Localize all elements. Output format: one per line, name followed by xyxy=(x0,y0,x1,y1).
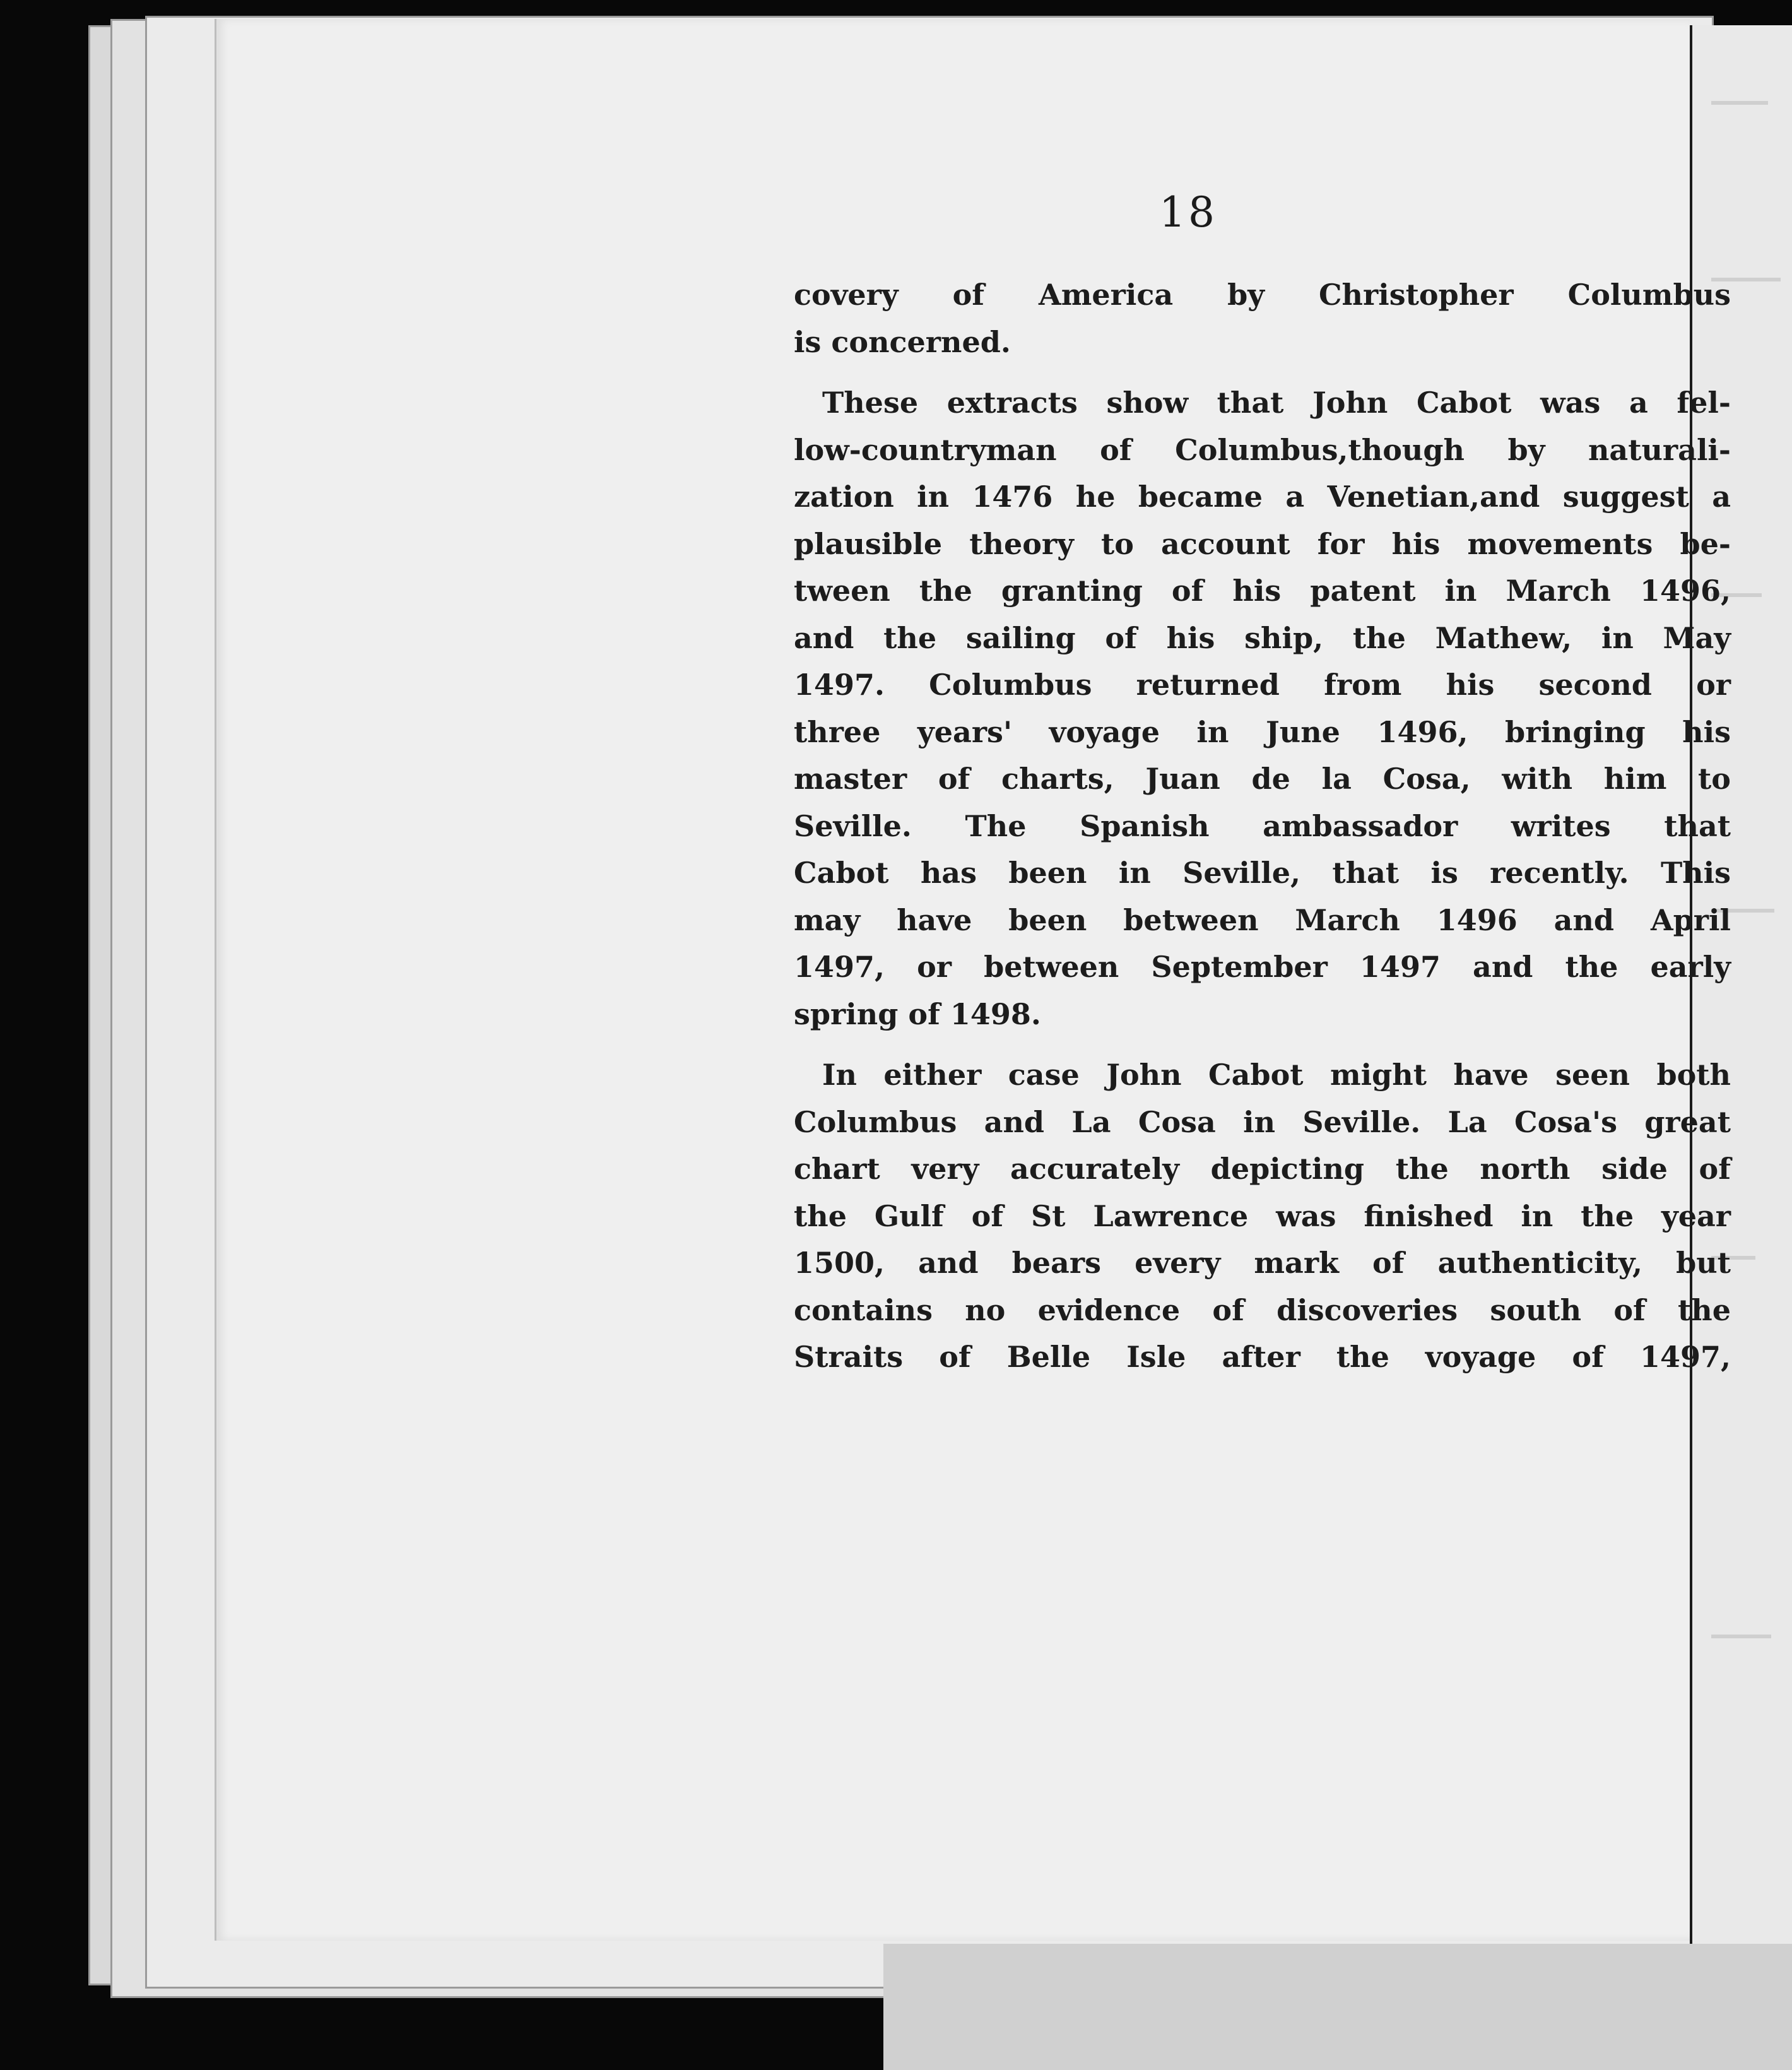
body-text xyxy=(794,271,1731,1381)
paragraph xyxy=(794,379,1731,1038)
text-line: 1500, and bears every mark of authenticity, but xyxy=(794,1246,1731,1280)
book-page xyxy=(215,19,1731,1941)
text-line: Columbus and La Cosa in Seville. La Cosa's great xyxy=(794,1104,1731,1139)
text-line: master of charts, Juan de la Cosa, with him to xyxy=(794,762,1731,796)
text-line: Straits of Belle Isle after the voyage of 1497, xyxy=(794,1340,1731,1374)
text-line: contains no evidence of discoveries south of the xyxy=(794,1292,1731,1327)
text-line: the Gulf of St Lawrence was finished in the year xyxy=(794,1198,1731,1233)
text-line: These extracts show that John Cabot was a fel- xyxy=(822,386,1731,420)
text-line: Seville. The Spanish ambassador writes that xyxy=(794,808,1731,843)
text-line: tween the granting of his patent in March 1496, xyxy=(794,574,1731,608)
text-line: Cabot has been in Seville, that is recently. This xyxy=(794,856,1731,890)
text-line: may have been between March 1496 and April xyxy=(794,902,1731,937)
paragraph xyxy=(794,1051,1731,1381)
lower-leaf-edge xyxy=(883,1944,1792,2070)
text-line: chart very accurately depicting the north side of xyxy=(794,1152,1731,1186)
text-line: low-countryman of Columbus,though by naturali- xyxy=(794,432,1731,467)
text-line: 1497. Columbus returned from his second or xyxy=(794,668,1731,702)
text-line: three years' voyage in June 1496, bringing his xyxy=(794,714,1731,749)
text-line: is concerned. xyxy=(794,324,1011,359)
paragraph xyxy=(794,271,1731,365)
text-line: and the sailing of his ship, the Mathew, in May xyxy=(794,620,1731,655)
text-line: zation in 1476 he became a Venetian,and suggest a xyxy=(794,480,1731,514)
text-line: plausible theory to account for his movements be- xyxy=(794,526,1731,561)
text-line: 1497, or between September 1497 and the early xyxy=(794,950,1731,984)
page-number: 18 xyxy=(1159,188,1217,237)
text-line: spring of 1498. xyxy=(794,997,1041,1031)
text-line: In either case John Cabot might have seen both xyxy=(822,1058,1731,1092)
text-line: covery of America by Christopher Columbus xyxy=(794,278,1731,312)
